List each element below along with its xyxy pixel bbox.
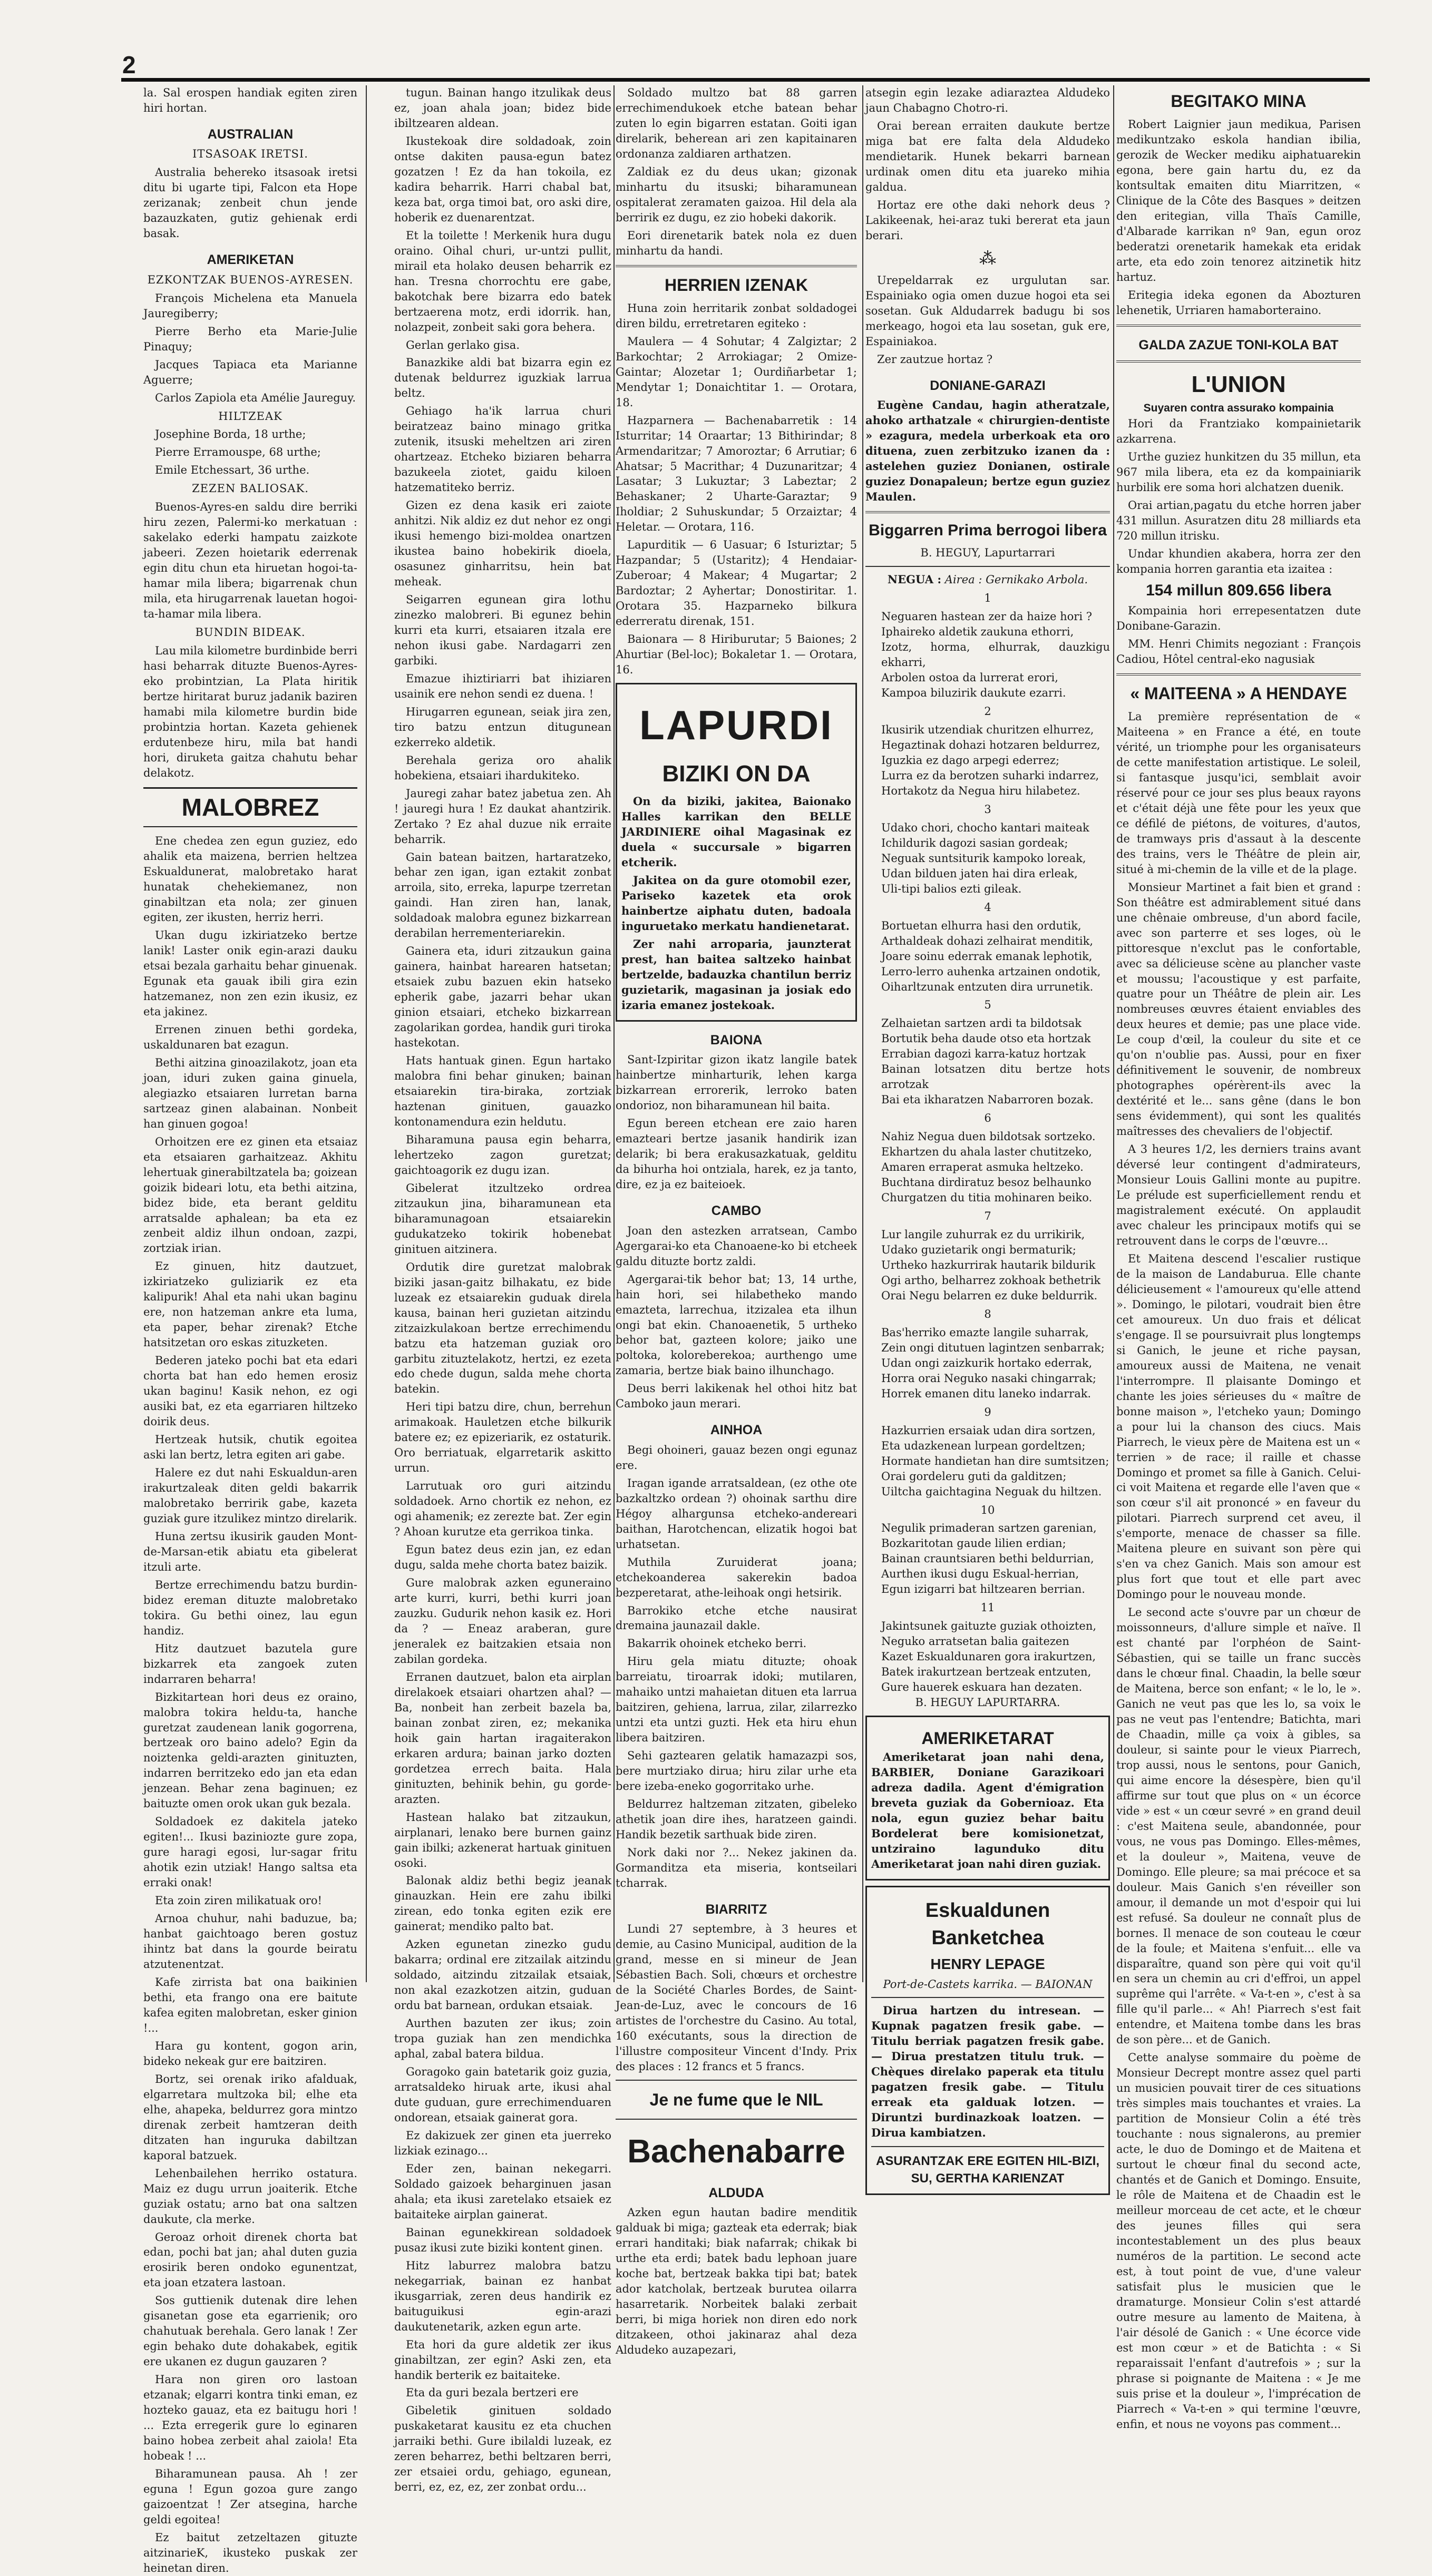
list-item: Jacques Tapiaca eta Marianne Aguerre; bbox=[143, 358, 357, 386]
divider bbox=[616, 2119, 857, 2120]
banketchea-advertisement bbox=[865, 1886, 1110, 2195]
stanza-line: Urtheko hazkurrirak hautarik bildurik bbox=[881, 1258, 1096, 1271]
stanza bbox=[881, 918, 1110, 995]
article-paragraph: Bortz, sei orenak iriko afalduak, elgarretara multzoka bil; elhe eta elhe, ahapeka, beldurrez gora mintzo direnak zerbeit hamtzeran deith ditzaten han inguruka dabiltzan kaporal batzuek. bbox=[143, 2072, 357, 2162]
article-paragraph: Halere ez dut nahi Eskualdun-aren irakurtzaleak diten geldi bakarrik malobretako berririk gabe, kazeta guziak gure itzulikez mintzo direlarik. bbox=[143, 1466, 357, 1525]
article-paragraph: Hastean halako bat zitzaukun, airplanari, lenako bere burnen gainz gain ibilki; azkenerat hartuak ginituen osoki. bbox=[394, 1810, 611, 1869]
article-paragraph: Lapurditik — 6 Uasuar; 6 Isturiztar; 5 Hazpandar; 5 (Ustaritz); 4 Hendaiar-Zuberoar; 4 Makear; 4 Mugartar; 2 Bardoztar; 2 Ayhertar; Donostiritar. 1. Orotara 35. Hazparneko bilkura ederreratu direnak, 151. bbox=[616, 538, 857, 628]
article-paragraph: Orai artian,pagatu du etche horren jaber 431 millun. Asuratzen ditu 28 milliards eta 720 millun itrisku. bbox=[1116, 498, 1361, 542]
list-item: Carlos Zapiola eta Amélie Jaureguy. bbox=[155, 391, 356, 404]
header-rule bbox=[121, 78, 1370, 82]
poem-signature: B. HEGUY LAPURTARRA. bbox=[915, 1696, 1060, 1709]
divider bbox=[865, 566, 1110, 567]
ad-title: Eskualdunen Banketchea bbox=[925, 1899, 1050, 1950]
stanza-line: Bortuetan elhurra hasi den ordutik, bbox=[881, 919, 1082, 932]
article-paragraph: Eder zen, bainan nekegarri. Soldado gaizoek beharginuen jasan ahala; eta ikusi zaretelako etsaiek ez baitaiteke airplan gainerat. bbox=[394, 2162, 611, 2221]
ad-text: Dirua hartzen du intresean. — Kupnak pagatzen fresik gabe. — Titulu berriak pagatzen fresik gabe. — Dirua prestatzen titulu truk. — Chèques direlako paperak eta titulu pagatzen fresik gabe. — Titulu erreak eta galduak lotzen. — Diruntzi burdinazkoak loatzen. — Dirua kambiatzen. bbox=[871, 2004, 1104, 2140]
section-title-doniane: DONIANE-GARAZI bbox=[930, 378, 1046, 393]
section-title-malobrez: MALOBREZ bbox=[143, 787, 357, 827]
stanza-line: Iguzkia ez dago arpegi ederrez; bbox=[881, 753, 1060, 767]
stanza bbox=[881, 1227, 1110, 1304]
article-paragraph: Hazparnera — Bachenabarretik : 14 Isturritar; 14 Oraartar; 13 Bithirindar; 8 Armendaritzar; 7 Amoroztar; 6 Arrutiar; 6 Ahatsar; 5 Macrithar; 4 Duzunaritzar; 4 Lasatar; 3 Lukuztar; 3 Labeztar; 2 Behaskaner; 2 Uharte-Garaztar; 9 Iholdiar; 2 Suhuskundar; 5 Orzaiztar; 4 Heletar. — Orotara, 116. bbox=[616, 414, 857, 534]
article-paragraph: Ene chedea zen egun guziez, edo ahalik eta maizena, berrien heltzea Eskualdunerat, malobretako harat hunatak chehekiemanez, non ginabiltzan eta nola; zer ginuen egiten, zer ikusten, herriz herri. bbox=[143, 835, 357, 924]
article-paragraph: Bethi aitzina ginoazilakotz, joan eta joan, iduri zuken gaina ginuela, alegiazko etsaiaren lurretan barna sartzeaz ginen alabainan. Nonbeit han ginuen gogoa! bbox=[143, 1056, 357, 1130]
stanza bbox=[881, 722, 1110, 799]
article-paragraph: Eta da guri bezala bertzeri ere bbox=[406, 2386, 579, 2399]
section-title-cambo: CAMBO bbox=[711, 1203, 762, 1219]
article-paragraph: Gerlan gerlako gisa. bbox=[406, 338, 520, 351]
lapurdi-title: LAPURDI bbox=[639, 702, 833, 749]
stanza-line: Udan bilduen jaten hai dira erleak, bbox=[881, 867, 1078, 880]
article-paragraph: Soldado multzo bat 88 garren errechimendukoek etche batean behar zuten lo egin bigarren estatan. Goiti igan direlarik, beherean ari zen kapitainaren ordonanza zaldiaren arthatzen. bbox=[616, 86, 857, 160]
stanza bbox=[881, 1521, 1110, 1597]
stanza-line: Udako guzietarik ongi bermaturik; bbox=[881, 1243, 1076, 1257]
article-paragraph: Egun bereen etchean ere zaio haren emazteari bertze jasanik handirik izan delarik; bi bera erakusazkatuak, gelditu da bihurha hoi ontziala, harek, ez ja tanto, dire, ez ja ez baiteioek. bbox=[616, 1117, 857, 1191]
stanza-line: Arbolen ostoa da lurrerat erori, bbox=[881, 671, 1058, 684]
article-text: Azken egun hautan badire menditik galduak bi miga; gazteak eta ederrak; biak errari handitaki; biak nafarrak; chikak bi urthe eta erdi; batek badu lephoan juare koche bat, bertzeak bakka tipi bat; batek ador katcholak, bertzeak burutea oilarra hasarretarik. Norbeitek balaki zerbait berri, bi miga horiek non diren edo nork ditzakeen, othoi jakinaraz ahal deza Aldudeko auzapezari, bbox=[616, 2206, 857, 2357]
article-text: MM. Henri Chimits negoziant : François Cadiou, Hôtel central-eko nagusiak bbox=[1116, 637, 1361, 665]
article-text: Hortaz ere othe daki nehork deus ? Lakikeenak, hei-araz tuki bererat eta jaun berari. bbox=[865, 198, 1110, 242]
column-5 bbox=[1116, 85, 1361, 2431]
article-paragraph: Begi ohoineri, gauaz bezen ongi egunaz ere. bbox=[616, 1443, 857, 1472]
galda-advertisement: GALDA ZAZUE TONI-KOLA BAT bbox=[1138, 337, 1339, 352]
ad-headline: BIZIKI ON DA bbox=[662, 760, 811, 787]
article-paragraph: Ez dakizuek zer ginen eta juerreko lizkiak ezinago... bbox=[394, 2129, 611, 2157]
stanza-number: 9 bbox=[984, 1405, 991, 1418]
article-paragraph: Geroaz orhoit direnek chorta bat edan, pochi bat jan; ahal duten guzia erosirik beren ondoko egunentzat, eta joan etzatera lastoan. bbox=[143, 2230, 357, 2289]
poem-title: Biggarren Prima berrogoi libera bbox=[869, 521, 1107, 539]
column-1 bbox=[143, 85, 357, 2574]
article-paragraph: Erranen dautzuet, balon eta airplan direlakoek etsaiari ohartzen ahal? — Ba, nonbeit han zerbeit bazela ba, bainan zonbat ziren, ez; mekanika hoik gain hartan iragaiterakon erkaren ardura; bainan jarko dozten gordetzea errech baita. Hala ginituzten, behinik behin, gu gorde-arazten. bbox=[394, 1670, 611, 1806]
article-paragraph: Beldurrez haltzeman zitzaten, gibeleko athetik joan dire ihes, haratzeen gaindi. Handik bezetik sarthuak bide ziren. bbox=[616, 1798, 857, 1842]
article-paragraph: Baionara — 8 Hiriburutar; 5 Baiones; 2 Ahurtiar (Bel-loc); Bokaletar 1. — Orotara, 16. bbox=[616, 633, 857, 677]
article-paragraph: Et la toilette ! Merkenik hura dugu oraino. Oihal churi, ur-untzi pullit, mirail eta holako deusen beharrik ez han. Tresna chorrochtu ere gabe, bakotchak bere bizarra edo batek bertzaerena motz, erdi idorrik. han, nolazpeit, zonbeit saki gora behera. bbox=[394, 229, 611, 334]
stanza-line: Ichildurik dagozi sasian gordeak; bbox=[881, 836, 1068, 849]
stanza-line: Zelhaietan sartzen ardi ta bildotsak bbox=[881, 1017, 1082, 1030]
malobrez-article bbox=[143, 834, 357, 2576]
article-paragraph: Gainera eta, iduri zitzaukun gaina gainera, hainbat harearen hatsetan; etsaiek zubu bazuen ekin hatseko epherik gabe, jazarri behar ukan ginion etsaiari, etcheko bizkarrean zagolarikan gordea, handik guri tiroka hastekotan. bbox=[394, 945, 611, 1050]
article-text: Australia behereko itsasoak iretsi ditu bi ugarte tipi, Falcon eta Hope zerizanak; zenbeit chun jende bazauzkaten, gutiz gehienak erdi basak. bbox=[143, 166, 357, 240]
ad-text: Zer nahi arroparia, jaunzterat prest, han baitea saltzeko hainbat bertzelde, badauzka chantilun berriz guzietarik, magasinan ja josiak edo izaria emanez jostekoak. bbox=[621, 937, 851, 1012]
poem-heading-air: Airea : Gernikako Arbola. bbox=[944, 573, 1088, 586]
stanza-line: Kampoa biluzirik daukute ezarri. bbox=[881, 687, 1066, 700]
article-paragraph: Azken egunetan zinezko gudu bakarra; ordinal ere zitzailak aitzindu soldado, aitzindu zitzailak etsaiak, non akal ezazkotzen aitzin, guduan ordu bat barnean, ordukan etsaiak. bbox=[394, 1938, 611, 2012]
stanza-line: Ogi artho, belharrez zokhoak bethetrik bbox=[881, 1274, 1101, 1287]
poem-author: B. HEGUY, Lapurtarrari bbox=[920, 546, 1055, 560]
section-subtitle: BUNDIN BIDEAK. bbox=[195, 626, 306, 639]
article-paragraph: Urthe guziez hunkitzen du 35 millun, eta 967 mila libera, eta ez da kompainiarik hurbilik ere soma hori alchatzen duenik. bbox=[1116, 450, 1361, 494]
stanza-line: Lur langile zuhurrak ez du urrikirik, bbox=[881, 1228, 1085, 1241]
article-paragraph: Hori da Frantziako kompainietarik azkarrena. bbox=[1116, 417, 1361, 445]
article-paragraph: Balonak aldiz bethi begiz jeanak ginauzkan. Hein ere zahu ibilki zirean, edo tonka egiten ezik ere gainerat; mendiko palto bat. bbox=[394, 1874, 611, 1933]
section-title-begitako: BEGITAKO MINA bbox=[1171, 92, 1307, 111]
stanza-number: 6 bbox=[984, 1112, 991, 1125]
lead-text: atsegin egin lezake adiaraztea Aldudeko jaun Chabagno Chotro-ri. bbox=[865, 86, 1110, 114]
section-title-australian: AUSTRALIAN bbox=[207, 126, 294, 142]
article-paragraph: Ukan dugu izkiriatzeko bertze lanik! Laster onik egin-arazi dauku etsai bezala garhaitu behar ginuenak. Egunak eta gauak ibili gira ezin hatzemanez, non zen ezin ikusiz, ez eta jakinez. bbox=[143, 929, 357, 1018]
section-subtitle: ZEZEN BALIOSAK. bbox=[192, 482, 309, 495]
article-paragraph: Eta hori da gure aldetik zer ikus ginabiltzan, zer egin? Aski zen, eta handik berterik ez baitaiteke. bbox=[394, 2338, 611, 2382]
lead-text: la. Sal erospen handiak egiten ziren hiri hortan. bbox=[143, 86, 357, 114]
article-paragraph: Bizkitartean hori deus ez oraino, malobra tokira heldu-ta, hanche guretzat zaudenean lanik gogorrena, bertzeak oro baino adelo? Egin da noiztenka geldi-arazten ginituzten, indarren berritzeko edo jan eta edan jenzean. Behar zena baginuen; ez baituzte omen orok ukan guk bezala. bbox=[143, 1690, 357, 1810]
divider bbox=[616, 2080, 857, 2081]
article-paragraph: Hara non giren oro lastoan etzanak; elgarri kontra tinki eman, ez hozteko gauaz, eta ez baitugu hori ! ... Ezta erregerik gure lo eginaren baino hobea zerbeit ahal zaiola! Eta hobeak ! ... bbox=[143, 2373, 357, 2463]
article-paragraph: Hirugarren egunean, seiak jira zen, tiro batzu entzun ditugunean ezkerreko aldetik. bbox=[394, 705, 611, 749]
lunion-amount: 154 millun 809.656 libera bbox=[1146, 581, 1331, 599]
article-paragraph: Orhoitzen ere ez ginen eta etsaiaz eta etsaiaren garhaitzeaz. Akhitu lehertuak ginerabiltzatela ba; goizean goizik bideari lotu, eta bethi aitzina, bidez bide, eta berant gelditu arratsalde aphalean; ba eta ez zenbeit aldiz ilhun ondoan, zazpi, zortziak irian. bbox=[143, 1135, 357, 1255]
poem-stanzas bbox=[865, 591, 1110, 1695]
stanza-line: Eta udazkenean lurpean gordeltzen; bbox=[881, 1439, 1086, 1452]
article-paragraph: Barrokiko etche etche nausirat dremaina jaunazail dakle. bbox=[616, 1604, 857, 1632]
stanza-line: Horra orai Neguko nasaki chingarrak; bbox=[881, 1372, 1096, 1385]
article-paragraph: Gibeletik ginituen soldado puskaketarat kausitu ez eta chuchen jarraiki bethi. Gure ibilaldi luzeak, ez zeren beharrez, bethi beltzaren berri, zer etsaiei ordu, gehiago, egunean, berri, ez, ez, ez, zer zonbat ordu... bbox=[394, 2404, 611, 2494]
article-paragraph: tugun. Bainan hango itzulikak deus ez, joan ahala joan; bidez bide ibiltzearen aldean. bbox=[394, 86, 611, 130]
stanza-line: Bas'herriko emazte langile suharrak, bbox=[881, 1326, 1089, 1339]
section-title-biarritz: BIARRITZ bbox=[705, 1902, 767, 1917]
column-rule bbox=[862, 85, 863, 1982]
section-title-baiona: BAIONA bbox=[710, 1032, 763, 1047]
stanza-line: Hazkurrien ersaiak udan dira sortzen, bbox=[881, 1424, 1096, 1437]
section-subtitle: HILTZEAK bbox=[218, 409, 282, 423]
article-paragraph: Bertze errechimendu batzu burdin-bidez ereman dituzte malobretako tokira. Gu bethi oinez, lau egun handiz. bbox=[143, 1578, 357, 1637]
article-paragraph: Soldadoek ez dakitela jateko egiten!... Ikusi baziniozte gure zopa, gure haragi egosi, lur-sagar fritu ahotik ezin utziak! Hango saltsa eta erraki onak! bbox=[143, 1815, 357, 1889]
stanza bbox=[881, 1325, 1110, 1402]
stanza-line: Oiharltzunak entzuten dira urrunetik. bbox=[881, 980, 1094, 993]
ad-title: AMERIKETARAT bbox=[921, 1729, 1054, 1748]
stanza-number: 5 bbox=[984, 998, 991, 1012]
column-2 bbox=[394, 85, 611, 2494]
article-paragraph: Joan den astezken arratsean, Cambo Agergarai-ko eta Chanoaene-ko bi etcheek galdu dituzte bortz zaldi. bbox=[616, 1224, 857, 1268]
stanza-line: Orai gordeleru guti da galditzen; bbox=[881, 1470, 1067, 1483]
article-paragraph: Bainan egunekkirean soldadoek pusaz ikusi zute biziki kontent ginen. bbox=[394, 2226, 611, 2254]
article-paragraph: Ez baitut zetzeltazen gituzte aitzinarieK, ikusteko puskak zer heinetan diren. bbox=[143, 2531, 357, 2574]
stanza-line: Egun izigarri bat hiltzearen berrian. bbox=[881, 1583, 1085, 1596]
stanza-line: Buchtana dirdiratuz besoz belhaunko bbox=[881, 1176, 1092, 1189]
stanza-line: Zein ongi ditutuen lagintzen senbarrak; bbox=[881, 1341, 1105, 1354]
article-paragraph: Maulera — 4 Sohutar; 4 Zalgiztar; 2 Barkochtar; 2 Arrokiagar; 2 Omize-Gaintar; Alozetar 1; Ourdiñarbetar 1; Mendytar 1; Donaichtitar 1. — Orotara, 18. bbox=[616, 335, 857, 409]
stanza-line: Joare soinu ederrak emanak lephotik, bbox=[881, 949, 1093, 963]
article-paragraph: Hiru gela miatu dituzte; ohoak barreiatu, tiroarrak idoki; mutilaren, mahaiko untzi mahaietan dituen eta larrua baitziren, gehiena, larrua, zilar, zilarrezko untzi eta untzi guzti. Hek eta hiru ehun libera baitziren. bbox=[616, 1655, 857, 1745]
article-paragraph: Berehala geriza oro ahalik hobekiena, etsaiari ihardukiteko. bbox=[394, 753, 611, 782]
list-item: Pierre Berho eta Marie-Julie Pinaquy; bbox=[143, 325, 357, 353]
stanza-line: Udan ongi zaizkurik hortako ederrak, bbox=[881, 1356, 1093, 1369]
divider bbox=[616, 265, 857, 267]
article-paragraph: Goragoko gain batetarik goiz guzia, arratsaldeko hiruak arte, ikusi ahal dute guduan, gure errechimenduaren ondorean, etsaiak gainerat gora. bbox=[394, 2065, 611, 2124]
maiteena-article bbox=[1116, 709, 1361, 2432]
asterism-icon: ⁂ bbox=[979, 248, 996, 268]
article-paragraph: Kafe zirrista bat ona baikinien bethi, eta frango ona ere baitute kafea egiten malobretan, esker ginion !... bbox=[143, 1976, 357, 2034]
list-item: François Michelena eta Manuela Jauregiberry; bbox=[143, 291, 357, 320]
article-text: Lundi 27 septembre, à 3 heures et demie, au Casino Municipal, audition de la grand, messe en si mineur de Jean Sébastien Bach. Soli, chœurs et orchestre de la Société Charles Bordes, de Saint-Jean-de-Luz, avec le concours de 16 artistes de l'orchestre du Casino. Au total, 160 exécutants, sous la direction de l'illustre compositeur Vincent d'Indy. Prix des places : 12 francs et 5 francs. bbox=[616, 1923, 857, 2073]
stanza-line: Uli-tipi balios ezti gileak. bbox=[881, 882, 1022, 895]
article-paragraph: Larrutuak oro guri aitzindu soldadoek. Arno chortik ez nehon, ez ogi ahamenik; ez zerezte bat. Zer egin ? Ahoan kurutze eta gerrikoa tinka. bbox=[394, 1480, 611, 1539]
stanza-line: Negulik primaderan sartzen garenian, bbox=[881, 1522, 1097, 1535]
stanza-line: Orai Negu belarren ez duke beldurrik. bbox=[881, 1289, 1098, 1302]
article-paragraph: Agergarai-tik behor bat; 13, 14 urthe, hain hori, sei hilabetheko mando emazteta, larrechua, itzizalea eta ilhun ongi bat ekin. Chanoaenetik, 5 urtheko behor bat, gazteen kolore; jaiko une poltoka, koloreberekoa; aurthengo ume zamaria, bertze biak baino ilhunchago. bbox=[616, 1272, 857, 1377]
list-item: Emile Etchessart, 36 urthe. bbox=[155, 464, 310, 477]
stanza-number: 7 bbox=[984, 1210, 991, 1223]
article-paragraph: Gibelerat itzultzeko ordrea zitzaukun jina, biharamunean eta biharamunagoan etsaiarekin gudukatzeko tokirik hobenebat ginituen aitzinera. bbox=[394, 1181, 611, 1256]
stanza-number: 10 bbox=[980, 1503, 995, 1516]
stanza-line: Ikusirik utzendiak churitzen elhurrez, bbox=[881, 723, 1094, 737]
article-paragraph: Undar khundien akabera, horra zer den kompania horren garantia eta izaitea : bbox=[1116, 547, 1361, 575]
article-paragraph: Muthila Zuruiderat joana; etchekoandereа sakerekin badoa bezperetarat, athe-leihoak ongi hetsirik. bbox=[616, 1555, 857, 1599]
article-paragraph: Sehi gaztearen gelatik hamazazpi sos, bere murtziako dirua; hiru zilar urhe eta bere izeba-eneko gogorritako urhe. bbox=[616, 1749, 857, 1793]
stanza-line: Horrek emanen ditu laneko indarrak. bbox=[881, 1387, 1092, 1400]
article-paragraph: Gizen ez dena kasik eri zaiote anhitzi. Nik aldiz ez dut nehor ez ongi ikusi hemengo bizi-moldea onartzen ikustea baino hobekirik dioela, osasunez ginharritsu, hein bat meheak. bbox=[394, 499, 611, 589]
page-number: 2 bbox=[122, 51, 136, 79]
article-paragraph: Errenen zinuen bethi gordeka, uskaldunaren bat ezagun. bbox=[143, 1023, 357, 1051]
hiltzeak-list bbox=[143, 427, 357, 478]
stanza-line: Errabian dagozi karra-katuz hortzak bbox=[881, 1047, 1086, 1061]
cambo-article bbox=[616, 1223, 857, 1412]
stanza-line: Gure hauerek eskuara han dezaten. bbox=[881, 1681, 1083, 1694]
article-paragraph: Ez ginuen, hitz dautzuet, izkiriatzeko guliziarik ez eta kalipurik! Ahal eta nahi ukan baginu ere, non hatzeman ankre eta luma, eta paper, behar zirenak? Etche hatsitzetan oro eskas zituzketen. bbox=[143, 1260, 357, 1349]
column-rule bbox=[1113, 85, 1114, 1982]
divider bbox=[1116, 360, 1361, 363]
stanza-line: Bortutik beha daude otso eta hortzak bbox=[881, 1032, 1091, 1045]
stanza bbox=[881, 1423, 1110, 1500]
stanza-line: Bai eta ikharatzen Nabarroren bozak. bbox=[881, 1093, 1094, 1106]
article-paragraph: La première représentation de « Maiteena » en France a été, en toute vérité, un triomphe pour les organisateurs de cette manifestation artistique. Le soleil, si fantasque jusqu'ici, semblait avoir réservé pour ce jour ses plus beaux rayons et c'était déjà une fête pour les yeux que ce défilé de piétons, de voitures, d'autos, de tramways pris d'assaut à la descente des trains, vers le Théâtre de plein air, situé à mi-chemin de la ville et de la plage. bbox=[1116, 710, 1361, 876]
stanza-number: 4 bbox=[984, 900, 991, 914]
article-paragraph: Gain batean baitzen, hartaratzeko, behar zen igan, igan eztakit zonbat arroila, sito, erreka, lapurpe tzerretan gaindi. Han ziren han, lanak, soldadoak malobra egunez bizkarrean derabilan herrementeriarekin. bbox=[394, 850, 611, 940]
malobrez-article-continued bbox=[394, 85, 611, 2495]
article-paragraph: Hertzeak hutsik, chutik egoitea aski lan bertz, letra egiten ari gabe. bbox=[143, 1433, 357, 1462]
article-paragraph: Le second acte s'ouvre par un chœur de moissonneurs, d'allure simple et naïve. Il est chanté par l'orphéon de Saint-Sébastien, qui se taille un franc succès dans le chœur final. Chaadin, la belle sœur de Maitena, berce son enfant; « le lo, le ». Ganich ne veut pas que les lo, sa voix le pas ne veut pas l'entendre; Batichta, mari de Chaadin, mille ça voix à gibles, sa douleur, si sainte pour le vieux Piarrech, trop aussi, nous le sentons, pour Ganich, qui aime encore la désespère, bien qu'il affirme sur tout que plus on « un écorce vide » est « un cœur sevré » en grand deuil : c'est Maitena seule, abandonnée, pour vous, ne vous pas Domingo. Elles-mêmes, et la douleur », Maitena, veuve de Domingo. Elle pleure; sa mai précoce et sa douleur. Mais Ganich s'en réveiller son amour, il demande un mot d'espoir qui lui est refusé. Sa douleur ne connaît plus de bornes. Il menace de son couteau le cœur de la foule; et Maitena s'enfuit... elle va disparaître, quand son père qui voit qu'il en sera un chemin au cri d'effroi, un appel suprême qui l'arrête. « Va-t-en », c'est à sa fille qu'il parle... « Ah! Piarrech s'est fait entendre, et Maitena tombe dans les bras de son père... et de Ganich. bbox=[1116, 1606, 1361, 2046]
stanza bbox=[881, 1129, 1110, 1206]
column-4 bbox=[865, 85, 1110, 2186]
divider bbox=[871, 2146, 1104, 2147]
article-paragraph: Deus berri lakikenak hel othoi hitz bat Camboko jaun merari. bbox=[616, 1382, 857, 1411]
column-rule bbox=[366, 85, 367, 1982]
ameriketarat-advertisement bbox=[865, 1716, 1110, 1880]
column-3 bbox=[616, 85, 857, 2357]
article-paragraph: Seigarren egunean gira lothu zinezko malobreri. Bi egunez behin kurri eta kurri, etsaiaren itzala ere nehon ikusi gabe. Nardagarri zen garbiki. bbox=[394, 593, 611, 667]
article-paragraph: Cette analyse sommaire du poème de Monsieur Decrept montre assez quel parti un musicien pouvait tirer de ces situations très simples mais touchantes et vraies. La partition de Monsieur Colin a été très touchante : nous signalerons, au premier acte, le duo de Domingo et de Maitena et surtout le chœur final du second acte, chantés et de Ganich et Domingo. Ensuite, le rôle de Maitena et de Chaadin est le meilleur morceau de cet acte, et le chœur des jeunes filles qui sera incontestablement un des plus beaux numéros de la partition. Le second acte est, à tout point de vue, d'une valeur satisfait plus le musicien que le dramaturge. Monsieur Colin s'est attardé outre mesure au lamento de Maitena, à l'air désolé de Ganich : « Une écorce vide est mon cœur » et de Batichta : « Si reparaissait l'enfant d'autrefois » ; sur la phrase si poignante de Maitena : « Je me suis prise et la douleur », l'imprécation de Piarrech « Va-t-en » qui termine l'œuvre, enfin, et nous ne voyons pas comment... bbox=[1116, 2051, 1361, 2431]
section-title-alduda: ALDUDA bbox=[708, 2185, 764, 2200]
ad-address: Port-de-Castets karrika. — BAIONAN bbox=[883, 1977, 1093, 1991]
stanza-line: Hormate handietan han dire sumtsitzen; bbox=[881, 1454, 1109, 1467]
article-paragraph: Jauregi zahar batez jabetua zen. Ah ! jauregi hura ! Ez daukat ahantzirik. Zertako ? Ez ahal duzue nik erraite beharrik. bbox=[394, 787, 611, 846]
article-text-block bbox=[616, 85, 857, 259]
article-paragraph: Monsieur Martinet a fait bien et grand : Son théâtre est admirablement situé dans une chênaie ombreuse, d'un abord facile, avec son parterre et ses loges, où le pittoresque n'exclut pas le confortable, avec sa délicieuse scène au plancher vaste et moussu; l'acoustique y est parfaite, quatre pour un Théâtre de plein air. Les nombreuses œuvres étaient enviables des deux heures et demie; pas une place vide. Le coup d'œil, la couleur du site et ce qu'on n'oublie pas. Aussi, pour en fixer définitivement le souvenir, de nombreux photographes opérèrent-ils avec la dextérité et le... sans gêne (dans le bon sens évidemment), qui sont les qualités maîtresses des chevaliers de l'objectif. bbox=[1116, 880, 1361, 1138]
lunion-subtitle: Suyaren contra assurako kompainia bbox=[1143, 401, 1334, 414]
article-paragraph: Eori direnetarik batek nola ez duen minhartu da handi. bbox=[616, 229, 857, 257]
stanza-line: Neguak suntsiturik kampoko loreak, bbox=[881, 851, 1086, 865]
stanza-line: Neguaren hastean zer da haize hori ? bbox=[881, 610, 1092, 623]
article-paragraph: Bederen jateko pochi bat eta edari chorta bat han edo hemen erosiz ukan baginu! Kasik nehon, ez ogi ausiki bat, ez eta egarriaren hiltzeko doirik deus. bbox=[143, 1354, 357, 1428]
stanza-line: Bainan crauntsiaren bethi beldurrian, bbox=[881, 1552, 1094, 1565]
ad-name: HENRY LEPAGE bbox=[930, 1955, 1045, 1972]
lapurdi-advertisement bbox=[616, 683, 857, 1022]
article-paragraph: Eta zoin ziren milikatuak oro! bbox=[155, 1894, 322, 1907]
article-paragraph: Biharamuna pausa egin beharra, lehertzeko zagon guretzat; gaichtoagorik ez dugu izan. bbox=[394, 1133, 611, 1177]
stanza-line: Jakintsunek gaituzte guziak othoizten, bbox=[881, 1620, 1097, 1633]
stanza bbox=[881, 1619, 1110, 1695]
article-paragraph: Egun batez deus ezin jan, ez edan dugu, salda mehe chorta batez baizik. bbox=[394, 1543, 611, 1572]
article-text: Eritegia ideka egonen da Abozturen lehenetik, Urriaren hamaborteraino. bbox=[1116, 288, 1361, 317]
stanza-line: Udako chori, chocho kantari maiteak bbox=[881, 821, 1089, 834]
ad-footer: ASURANTZAK ERE EGITEN HIL-BIZI, SU, GERTHA KARIENZAT bbox=[876, 2154, 1099, 2186]
ainhoa-article bbox=[616, 1443, 857, 1891]
poem-heading bbox=[865, 572, 1110, 587]
article-paragraph: Zaldiak ez du deus ukan; gizonak minhartu du itsuski; biharamunean ospitalerat zeramaten gaizoa. Hil dela ala berririk ez dugu, ez zio hobeki dakorik. bbox=[616, 165, 857, 224]
article-paragraph: Bakarrik ohoinek etcheko berri. bbox=[627, 1637, 807, 1650]
stanza bbox=[881, 609, 1110, 701]
section-title-herrien: HERRIEN IZENAK bbox=[664, 275, 808, 295]
ad-text: Ameriketarat joan nahi dena, BARBIER, Doniane Garazikoari adreza dadila. Agent d'émigration breveta guziak da Gobernioaz. Eta nola, egun guziez behar baitu Bordelerat bere komisionetzat, untziraino lagunduko ditu Ameriketarat joan nahi diren guziak. bbox=[871, 1750, 1104, 1871]
article-text: Orai berean erraiten daukute bertze miga bat ere falta dela Aldudeko mendietarik. Hunek bekarri barnean urdinak omen ditu eta juareko mihia galdua. bbox=[865, 119, 1110, 193]
stanza-line: Amaren erraperat asmuka heltzeko. bbox=[881, 1161, 1084, 1174]
stanza-line: Kazet Eskualdunaren gora irakurtzen, bbox=[881, 1650, 1096, 1663]
section-subtitle: ITSASOAK IRETSI. bbox=[192, 148, 308, 161]
stanza-number: 2 bbox=[984, 705, 991, 718]
lunion-article bbox=[1116, 416, 1361, 577]
article-text: Eugène Candau, hagin atheratzale, ahoko arthatzale « chirurgien-dentiste » ezagura, medela urberkoak eta oro dituena, zuen zerbitzuko izanen da : astelehen guziez Donianen, ostirale guziez Donapaleun; bertze egun guziez Maulen. bbox=[865, 398, 1110, 503]
article-paragraph: Huna zoin herritarik zonbat soldadogei diren bildu, erretretaren egiteko : bbox=[616, 301, 857, 330]
article-paragraph: Arnoa chuhur, nahi baduzue, ba; hanbat gaichtoago beren gostuz ihintz bat dans la gourde beiratu atzutenentzat. bbox=[143, 1912, 357, 1971]
article-paragraph: Aurthen bazuten zer ikus; zoin tropa guziak han zen mendichka aphal, zabal batera bildua. bbox=[394, 2017, 611, 2061]
stanza-line: Arthaldeak dohazi zelhairat menditik, bbox=[881, 934, 1094, 947]
ad-text: On da biziki, jakitea, Baionako Halles karrikan den BELLE JARDINIERE oihal Magasinak ez duela « succursale » bigarren etcherik. bbox=[621, 795, 851, 869]
stanza-line: Batek irakurtzean bertzeak entzuten, bbox=[881, 1666, 1092, 1679]
stanza-line: Churgatzen du titia mohinaren beiko. bbox=[881, 1191, 1093, 1204]
article-paragraph: Iragan igande arratsaldean, (ez othe ote bazkaltzko ordean ?) ohoinak sarthu dire Hégoy alhargunsa etcheko-andereari baithan, Harotchencan, elizatik hogoi bat urhatsetan. bbox=[616, 1476, 857, 1551]
article-text: Buenos-Ayres-en saldu dire berriki hiru zezen, Palermi-ko merkatuan : sakelako ederki hampatu zaizkote jabeeri. Zezen hoietarik ederrenak egin ditu chun eta hiruetan hogoi-ta-hamar mila libera; bigarrenak chun mila, eta hirugarrenak lauetan hogoi-ta-hamar mila libera. bbox=[143, 501, 357, 621]
divider bbox=[1116, 325, 1361, 327]
stanza-line: Ekhartzen du ahala laster chutitzeko, bbox=[881, 1145, 1092, 1159]
article-paragraph: Heri tipi batzu dire, chun, berrehun arimakoak. Hauletzen etche bilkurik batere ez; ez epizeriarik, ez ostaturik. Oro berriatuak, elgarretarik askitto urrun. bbox=[394, 1400, 611, 1475]
article-text: Lau mila kilometre burdinbide berri hasi beharrak dituzte Buenos-Ayres-eko probintzian, La Plata hiritik bertze hiritarat buruz jadanik baziren hamabi mila kilometre burdin bide probintzia hortan. Kazeta gehienek erdutenbeze hiru, mila bat handi hori, diruketa gaitza chahutu behar delakotz. bbox=[143, 644, 357, 779]
article-paragraph: Banazkike aldi bat bizarra egin ez dutenak beldurrez iguzkiak larrua beltz. bbox=[394, 356, 611, 400]
article-paragraph: A 3 heures 1/2, les derniers trains avant déversé leur contingent d'admirateurs, Monsieur Louis Gallini monte au pupitre. Le prélude est superficiellement rendu et magistralement exécuté. On applaudit avec chaleur les principaux motifs qui se retrouvent dans le corps de l'œuvre... bbox=[1116, 1143, 1361, 1247]
article-paragraph: Ikustekoak dire soldadoak, zoin ontse dakiten pausa-egun batez gozatzen ! Ez da han tokoila, ez kadira beharrik. Harri chabal bat, keza bat, orga timoi bat, oro aski dire, hoberik ez duenarentzat. bbox=[394, 134, 611, 224]
section-title-maiteena: « MAITEENA » A HENDAYE bbox=[1130, 683, 1347, 703]
article-paragraph: Nork daki nor ?... Nekez jakinen da. Gormanditza eta miseria, kontseilari tcharrak. bbox=[616, 1846, 857, 1889]
article-paragraph: Gure malobrak azken eguneraino arte kurri, kurri, bethi kurri joan zauzku. Gudurik nehon kasik ez. Hori da ? — Eneaz araberan, gure jeneralek ez baitzakien etsaia non zabilan gordeka. bbox=[394, 1576, 611, 1666]
article-text: Zer zautzue hortaz ? bbox=[877, 352, 993, 366]
list-item: Josephine Borda, 18 urthe; bbox=[155, 428, 306, 441]
article-paragraph: Ordutik dire guretzat malobrak biziki jasan-gaitz bilhakatu, ez bide luzeak ez etsaiarekin guduak direla kausa, bainan heri guzietan aitzindu zitzaizkulakoan bertze errechimendu batzu eta hatzeman guziak oro garbitu zituztelakotz, hertzi, ez ezeta edo chede dugun, salda mehe chorta batekin. bbox=[394, 1260, 611, 1396]
section-title-bachenabarre: Bachenabarre bbox=[627, 2133, 845, 2170]
article-paragraph: Huna zertsu ikusirik gauden Mont-de-Marsan-etik abiatu eta gibelerat itzuli arte. bbox=[143, 1530, 357, 1573]
stanza-line: Lurra ez da berotzen suharki indarrez, bbox=[881, 769, 1099, 782]
column-rule bbox=[613, 85, 615, 1982]
article-paragraph: Hitz dautzuet bazutela gure bizkarrek eta zangoek zuten indarraren beharra! bbox=[143, 1642, 357, 1686]
article-paragraph: Hitz laburrez malobra batzu nekegarriak, bainan ez hanbat ikusgarriak, zeren deus handirik ez baituguikusi egin-arazi daukutenetarik, azken egun arte. bbox=[394, 2259, 611, 2333]
stanza-line: Hortakotz da Negua hiru hilabetez. bbox=[881, 784, 1080, 797]
stanza-number: 1 bbox=[984, 592, 991, 605]
stanza-line: Uiltcha gaichtagina Neguak du hiltzen. bbox=[881, 1485, 1102, 1498]
nil-advertisement: Je ne fume que le NIL bbox=[649, 2090, 823, 2110]
stanza bbox=[881, 820, 1110, 897]
ezkontzak-list bbox=[143, 291, 357, 406]
divider bbox=[871, 1997, 1104, 1998]
poem-heading-title: NEGUA : bbox=[887, 573, 942, 586]
article-paragraph: Gehiago ha'ik larrua churi beiratzeaz baino minago gritka zutenik, itsuski meheltzen ari ziren ohartzeaz. Etcheko biziaren beharra bazukeela ziotet, gaidu kiloen hatzematiteko berriz. bbox=[394, 405, 611, 494]
section-title-ameriketan: AMERIKETAN bbox=[207, 252, 294, 268]
article-paragraph: Sant-Izpiritar gizon ikatz langile batek hainbertze minharturik, lehen karga bizkarrean errorerik, lerroko baten ondorioz, non biharamunean hil baita. bbox=[616, 1053, 857, 1112]
section-subtitle: EZKONTZAK BUENOS-AYRESEN. bbox=[147, 273, 354, 286]
article-paragraph: Emazue ihiztiriarri bat ihiziaren usainik ere nehon sendi ez duena. ! bbox=[394, 672, 611, 700]
stanza-line: Iphaireko aldetik zaukuna ethorri, bbox=[881, 625, 1074, 639]
stanza bbox=[881, 1016, 1110, 1108]
stanza-line: Nahiz Negua duen bildotsak sortzeko. bbox=[881, 1130, 1096, 1143]
stanza-line: Hegaztinak dohazi hotzaren beldurrez, bbox=[881, 738, 1100, 751]
stanza-line: Izotz, horma, elhurrak, dauzkigu ekharri, bbox=[881, 641, 1110, 669]
stanza-number: 11 bbox=[980, 1601, 995, 1614]
stanza-line: Aurthen ikusi dugu Eskual-herrian, bbox=[881, 1568, 1079, 1581]
article-text: Kompainia hori errepesentatzen dute Donibane-Garazin. bbox=[1116, 604, 1361, 632]
article-paragraph: Hats hantuak ginen. Egun hartako malobra fini behar ginuken; bainan etsaiarekin tira-biraka, zortziak haztenan ginituen, gauazko kontonamendura ezin heldutu. bbox=[394, 1054, 611, 1128]
herrien-article bbox=[616, 301, 857, 678]
article-paragraph: Et Maitena descend l'escalier rustique de la maison de Landaburua. Elle chante délicieusement « l'amoureux qu'elle attend ». Domingo, le pilotari, voudrait bien être cet amoureux. Un duo frais et délicat s'engage. Il se poursuivrait plus longtemps si Ganich, le jeune et riche paysan, amoureux aussi de Maitena, ne venait l'interrompre. Il plaisante Domingo et chante les joies sérieuses du « maître de bonne maison », l'etcheko yaun; Domingo a pour lui la chanson des ciucs. Mais Piarrech, le vieux père de Maitena est un « terrien » de race; il raille et chasse Domingo et promet sa fille à Ganich. Celui-ci voit Maitena et regarde elle l'aven que « son cœur s'il ait prononcé » en faveur du pilotari. Piarrech surprend cet aveu, il s'emporte, menace de chasser sa fille. Maitena pleure en suivant son père qui s'en va chez Ganich. Mais son amour est plus fort que tout et elle part avec Domingo pour le nouveau monde. bbox=[1116, 1252, 1361, 1601]
article-paragraph: Lehenbailehen herriko ostatura. Maiz ez dugu urrun joaiterik. Etche guziak ostatu; arno bat ona saltzen daukute, cla merke. bbox=[143, 2167, 357, 2226]
stanza-line: Neguko arratsetan balia gaitezen bbox=[881, 1635, 1069, 1648]
stanza-number: 3 bbox=[984, 802, 991, 816]
stanza-line: Lerro-lerro auhenka artzainen ondotik, bbox=[881, 965, 1101, 978]
section-title-lunion: L'UNION bbox=[1191, 371, 1286, 398]
stanza-number: 8 bbox=[984, 1307, 991, 1320]
list-item: Pierre Erramouspe, 68 urthe; bbox=[155, 446, 321, 459]
section-title-ainhoa: AINHOA bbox=[710, 1423, 763, 1438]
article-paragraph: Biharamunean pausa. Ah ! zer eguna ! Egun gozoa gure zango gaizoentzat ! Zer atsegina, harche geldi egoitea! bbox=[143, 2467, 357, 2526]
ad-text: Jakitea on da gure otomobil ezer, Pariseko kazetek eta orok hainbertze aiphatu duten, badoala inguruetako merkatu handienetarat. bbox=[621, 874, 851, 933]
baiona-article bbox=[616, 1052, 857, 1192]
article-paragraph: Sos guttienik dutenak dire lehen gisanetan gose eta egarrienik; oro chahutuak berehala. Gero lanak ! Zer egin behako dute dohakabek, egitik ere ukanen ez dugun gauzaren ? bbox=[143, 2294, 357, 2368]
stanza-line: Bainan lotsatzen ditu bertze hots arrotzak bbox=[881, 1063, 1110, 1091]
article-text: Urepeldarrak ez urgulutan sar. Espainiako ogia omen duzue hogoi eta sei sosetan. Guk Aldudarrek badugu bi sos merkeago, hogoi eta lau sosetan, guk ere, Espainiakoa. bbox=[865, 273, 1110, 348]
article-paragraph: Hara gu kontent, gogon arin, bideko nekeak gur ere baitziren. bbox=[143, 2039, 357, 2068]
divider bbox=[865, 511, 1110, 513]
article-text: Robert Laignier jaun medikua, Parisen medikuntzako eskola handian ibilia, gerozik de Wecker mediku aiphatuarekin egona, bere gain hartu du, ez da kontsultak emaiten ditu Miarritzen, « Clinique de la Côte des Basques » deitzen den eritegian, villa Thaïs Camille, d'Albarade karrikan nº 9an, egun oroz bederatzi orenetarik hamekak eta eridak arte, eta edo zoin tenorez aitzinetik hitz hartuz. bbox=[1116, 118, 1361, 283]
divider bbox=[1116, 673, 1361, 675]
stanza-line: Bozkaritotan gaude lilien erdian; bbox=[881, 1537, 1066, 1550]
